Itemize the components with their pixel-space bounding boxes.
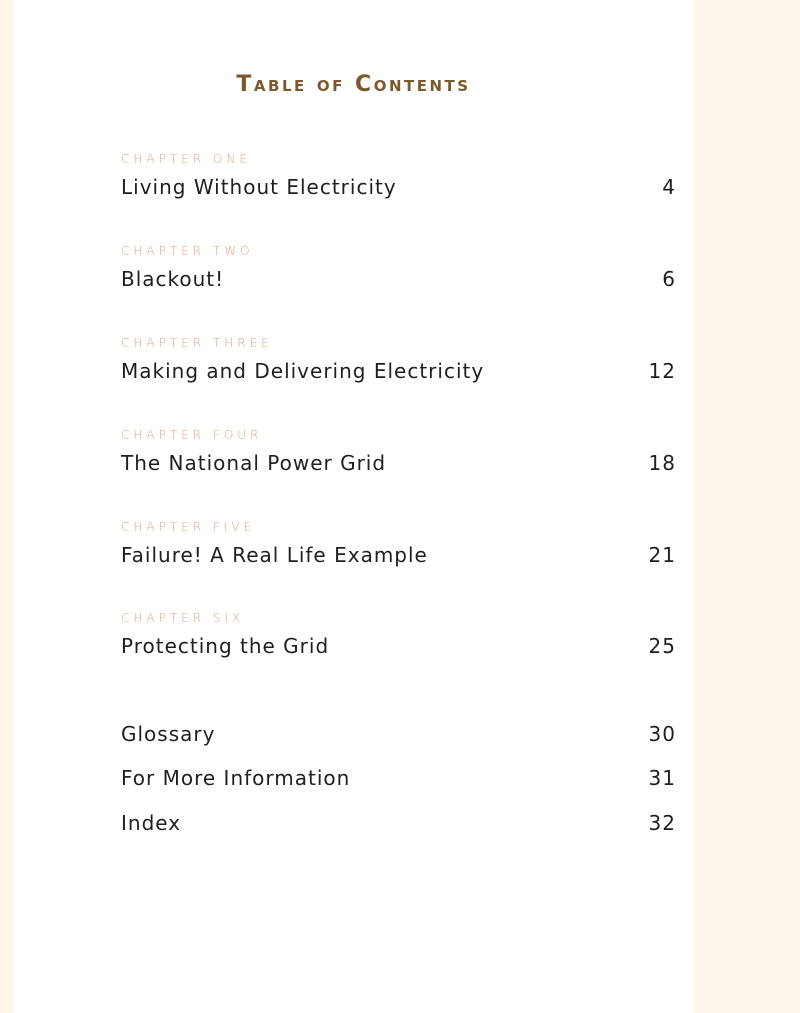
chapter-title: Failure! A Real Life Example (121, 543, 428, 567)
page-number: 31 (648, 766, 676, 790)
chapter-label: CHAPTER FOUR (121, 428, 263, 442)
chapter-label: CHAPTER TWO (121, 244, 254, 258)
toc-entry-chapter-one[interactable] (121, 152, 676, 200)
toc-title: Table of Contents (236, 72, 471, 97)
back-matter-title: For More Information (121, 766, 351, 790)
toc-entry-chapter-six[interactable] (121, 611, 676, 659)
chapter-row (121, 542, 676, 568)
chapter-row (121, 266, 676, 292)
page-number: 21 (648, 543, 676, 567)
chapter-label: CHAPTER ONE (121, 152, 251, 166)
toc-entry-chapter-five[interactable] (121, 520, 676, 568)
page-number: 30 (648, 722, 676, 746)
page-number: 18 (648, 451, 676, 475)
chapter-title: Making and Delivering Electricity (121, 359, 485, 383)
book-page (13, 0, 694, 1013)
page-number: 32 (648, 811, 676, 835)
toc-entry-for-more-information[interactable] (121, 765, 676, 791)
toc-entry-index[interactable] (121, 810, 676, 836)
chapter-row (121, 358, 676, 384)
chapter-title: The National Power Grid (121, 451, 387, 475)
toc-entry-chapter-four[interactable] (121, 428, 676, 476)
page-number: 6 (662, 267, 676, 291)
page-number: 4 (662, 175, 676, 199)
chapter-row (121, 174, 676, 200)
chapter-label: CHAPTER SIX (121, 611, 245, 625)
chapter-title: Blackout! (121, 267, 225, 291)
back-matter-title: Index (121, 811, 182, 835)
back-matter-title: Glossary (121, 722, 216, 746)
toc-entry-chapter-two[interactable] (121, 244, 676, 292)
chapter-label: CHAPTER FIVE (121, 520, 256, 534)
chapter-row (121, 450, 676, 476)
chapter-title: Protecting the Grid (121, 634, 330, 658)
chapter-label: CHAPTER THREE (121, 336, 273, 350)
chapter-title: Living Without Electricity (121, 175, 397, 199)
chapter-row (121, 633, 676, 659)
page-number: 12 (648, 359, 676, 383)
toc-entry-glossary[interactable] (121, 721, 676, 747)
page-number: 25 (648, 634, 676, 658)
toc-entry-chapter-three[interactable] (121, 336, 676, 384)
